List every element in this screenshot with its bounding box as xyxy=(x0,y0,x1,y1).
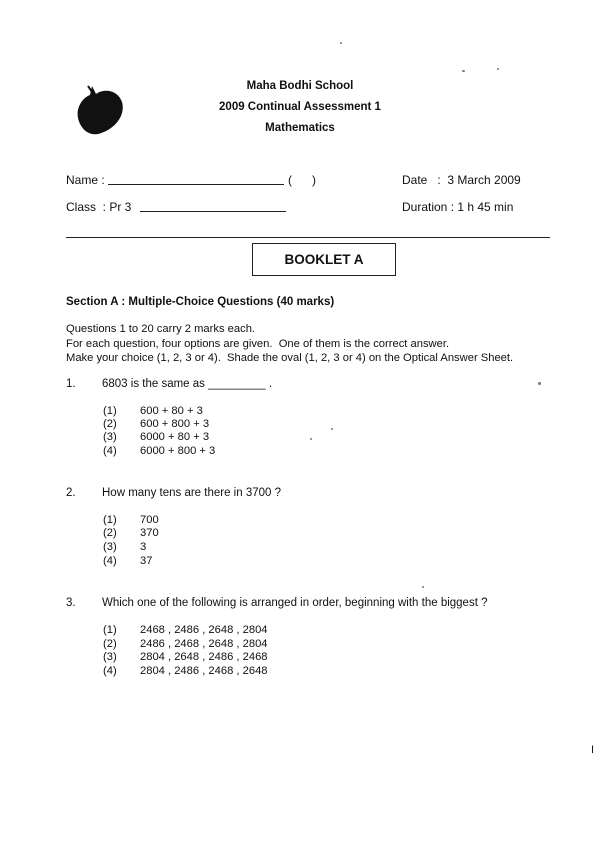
option-number: (1) xyxy=(103,514,117,526)
question-text: 6803 is the same as _________ . xyxy=(102,378,273,390)
option-text: 700 xyxy=(140,514,159,526)
option-number: (3) xyxy=(103,651,117,663)
option-text: 3 xyxy=(140,541,147,553)
option-text: 6000 + 80 + 3 xyxy=(140,431,210,443)
instruction-line: Make your choice (1, 2, 3 or 4). Shade the oval (1, 2, 3 or 4) on the Optical Answer Sheet. xyxy=(66,352,514,364)
option-number: (2) xyxy=(103,418,117,430)
option-number: (2) xyxy=(103,638,117,650)
class-field[interactable] xyxy=(140,211,286,212)
question-text: How many tens are there in 3700 ? xyxy=(102,487,281,499)
name-index-paren: ( ) xyxy=(288,173,316,187)
scan-speck xyxy=(538,382,541,385)
booklet-title: BOOKLET A xyxy=(252,243,396,276)
option-text: 370 xyxy=(140,527,159,539)
option-number: (4) xyxy=(103,665,117,677)
assessment-title: 2009 Continual Assessment 1 xyxy=(219,101,381,113)
question-number: 2. xyxy=(66,487,76,499)
option-text: 600 + 800 + 3 xyxy=(140,418,210,430)
divider xyxy=(66,237,550,238)
option-number: (2) xyxy=(103,527,117,539)
scan-speck xyxy=(422,586,424,588)
option-text: 6000 + 800 + 3 xyxy=(140,445,216,457)
scan-speck xyxy=(340,42,342,44)
option-text: 2468 , 2486 , 2648 , 2804 xyxy=(140,624,268,636)
option-number: (1) xyxy=(103,405,117,417)
question-text: Which one of the following is arranged in order, beginning with the biggest ? xyxy=(102,597,488,609)
scan-speck xyxy=(462,70,465,72)
option-text: 2804 , 2486 , 2468 , 2648 xyxy=(140,665,268,677)
instruction-line: Questions 1 to 20 carry 2 marks each. xyxy=(66,323,256,335)
scan-speck xyxy=(497,68,499,70)
subject-title: Mathematics xyxy=(265,122,335,134)
option-text: 2804 , 2648 , 2486 , 2468 xyxy=(140,651,268,663)
page-mark: I xyxy=(591,744,595,756)
scan-speck xyxy=(331,428,333,430)
question-number: 3. xyxy=(66,597,76,609)
option-number: (4) xyxy=(103,445,117,457)
instruction-line: For each question, four options are given. One of them is the correct answer. xyxy=(66,338,450,350)
option-text: 2486 , 2468 , 2648 , 2804 xyxy=(140,638,268,650)
name-label: Name : xyxy=(66,173,105,187)
scan-speck xyxy=(310,438,312,440)
duration-label: Duration : 1 h 45 min xyxy=(402,200,514,214)
school-name: Maha Bodhi School xyxy=(246,80,354,92)
name-field[interactable] xyxy=(108,184,284,185)
option-number: (3) xyxy=(103,541,117,553)
date-label: Date : 3 March 2009 xyxy=(402,173,521,187)
option-number: (1) xyxy=(103,624,117,636)
option-number: (3) xyxy=(103,431,117,443)
section-title: Section A : Multiple-Choice Questions (40 marks) xyxy=(66,296,335,308)
class-label: Class : Pr 3 xyxy=(66,200,132,214)
option-number: (4) xyxy=(103,555,117,567)
option-text: 600 + 80 + 3 xyxy=(140,405,203,417)
option-text: 37 xyxy=(140,555,153,567)
question-number: 1. xyxy=(66,378,76,390)
